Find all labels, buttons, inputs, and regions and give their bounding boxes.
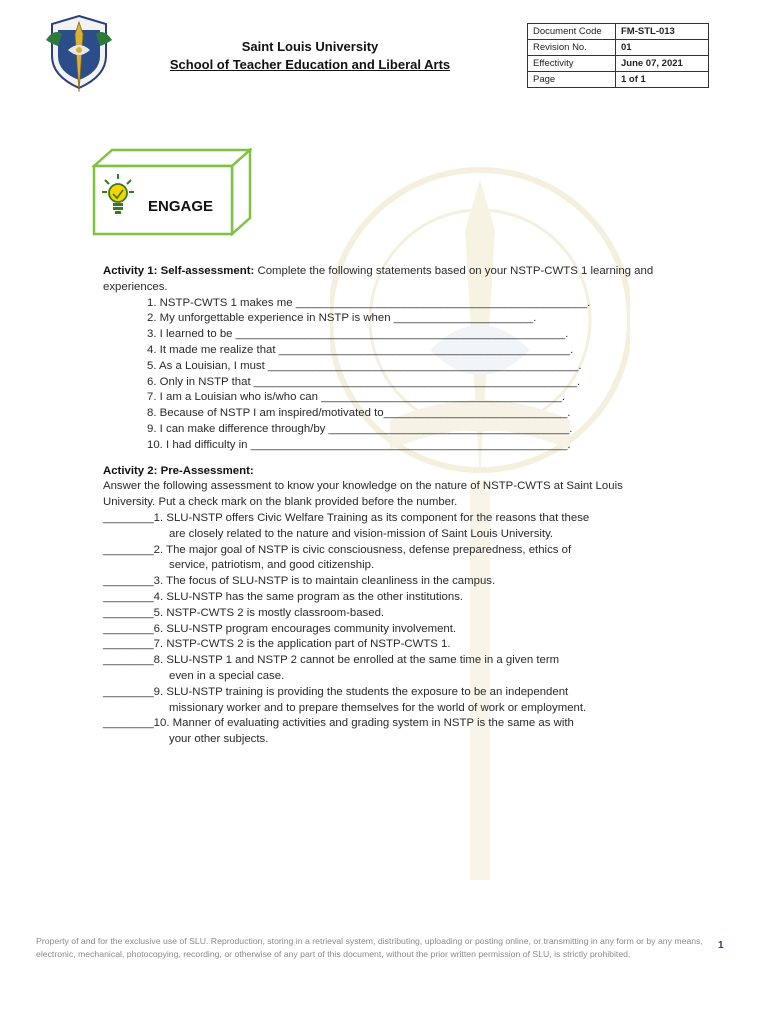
effectivity-label: Effectivity [528,56,616,72]
list-item: 3. I learned to be ____________________________________________________. [147,328,569,341]
item-text-cont: are closely related to the nature and vision-mission of Saint Louis University. [169,527,554,540]
item-text: ________3. The focus of SLU-NSTP is to maintain cleanliness in the campus. [103,575,496,588]
activity2-title: Activity 2: Pre-Assessment: [103,464,254,477]
lightbulb-icon [100,172,136,218]
list-item [103,637,663,653]
activity1-intro [103,264,663,296]
list-item: 10. I had difficulty in __________________________________________________. [147,438,571,451]
table-row [528,40,709,56]
list-item [103,511,663,543]
item-text: ________6. SLU-NSTP program encourages community involvement. [103,622,457,635]
list-item: 6. Only in NSTP that ___________________________________________________. [147,375,581,388]
item-text: ________2. The major goal of NSTP is civic consciousness, defense preparedness, ethics of [103,543,572,556]
page-label: Page [528,72,616,88]
list-item: 8. Because of NSTP I am inspired/motivated to_____________________________. [147,407,571,420]
doc-code-value: FM-STL-013 [616,24,709,40]
list-item: 4. It made me realize that ______________________________________________. [147,343,574,356]
list-item [103,716,663,748]
school-header [150,38,470,74]
list-item: 1. NSTP-CWTS 1 makes me ______________________________________________. [147,296,591,309]
slu-logo [44,14,114,94]
table-row [528,72,709,88]
page-number: 1 [718,940,724,951]
list-item [103,574,663,590]
item-text-cont: your other subjects. [169,733,269,746]
list-item [103,543,663,575]
list-item: 5. As a Louisian, I must _________________________________________________. [147,359,582,372]
list-item: 2. My unforgettable experience in NSTP is when ______________________. [147,312,537,325]
list-item [103,653,663,685]
pre-assessment-list [103,511,663,748]
item-text: ________4. SLU-NSTP has the same program as the other institutions. [103,590,464,603]
list-item [103,590,663,606]
item-text-cont: even in a special case. [169,669,285,682]
activity1-title: Activity 1: Self-assessment: [103,265,255,277]
item-text: ________8. SLU-NSTP 1 and NSTP 2 cannot be enrolled at the same time in a given term [103,654,560,667]
item-text: ________9. SLU-NSTP training is providing the students the exposure to be an independent [103,685,569,698]
item-text: ________10. Manner of evaluating activities and grading system in NSTP is the same as with [103,717,574,730]
activity1-instructions: Complete the following statements based on your NSTP-CWTS 1 learning and experiences. [103,265,654,293]
engage-label: ENGAGE [148,198,214,215]
table-row [528,56,709,72]
page-value: 1 of 1 [616,72,709,88]
item-text: ________5. NSTP-CWTS 2 is mostly classroom-based. [103,606,385,619]
activity2-instructions: Answer the following assessment to know your knowledge on the nature of NSTP-CWTS at Saint Louis University. Put a check mark on the blank provided before the number. [103,480,623,509]
doc-code-label: Document Code [528,24,616,40]
table-row [528,24,709,40]
item-text: ________7. NSTP-CWTS 2 is the application part of NSTP-CWTS 1. [103,638,451,651]
copyright-footer: Property of and for the exclusive use of SLU. Reproduction, storing in a retrieval system, distributing, uploading or posting online, or transmitting in any form or by any means, electronic, mechanical, photocopying, recording, or otherwise of any part of this document, without the prior written permission of SLU, is strictly prohibited. [36,936,703,959]
effectivity-value: June 07, 2021 [616,56,709,72]
item-text-cont: missionary worker and to prepare themselves for the world of work or employment. [169,701,587,714]
university-name: Saint Louis University [241,39,379,54]
department-name: School of Teacher Education and Liberal Arts [169,57,451,72]
list-item [103,685,663,717]
item-text: ________1. SLU-NSTP offers Civic Welfare Training as its component for the reasons that these [103,511,590,524]
list-item [103,622,663,638]
revision-value: 01 [616,40,709,56]
item-text-cont: service, patriotism, and good citizenship. [169,559,375,572]
revision-label: Revision No. [528,40,616,56]
self-assessment-list [103,296,663,454]
list-item: 7. I am a Louisian who is/who can ______________________________________. [147,391,566,404]
document-info-table [527,23,709,88]
worksheet-content [103,264,663,748]
list-item [103,606,663,622]
list-item: 9. I can make difference through/by ______________________________________. [147,422,573,435]
